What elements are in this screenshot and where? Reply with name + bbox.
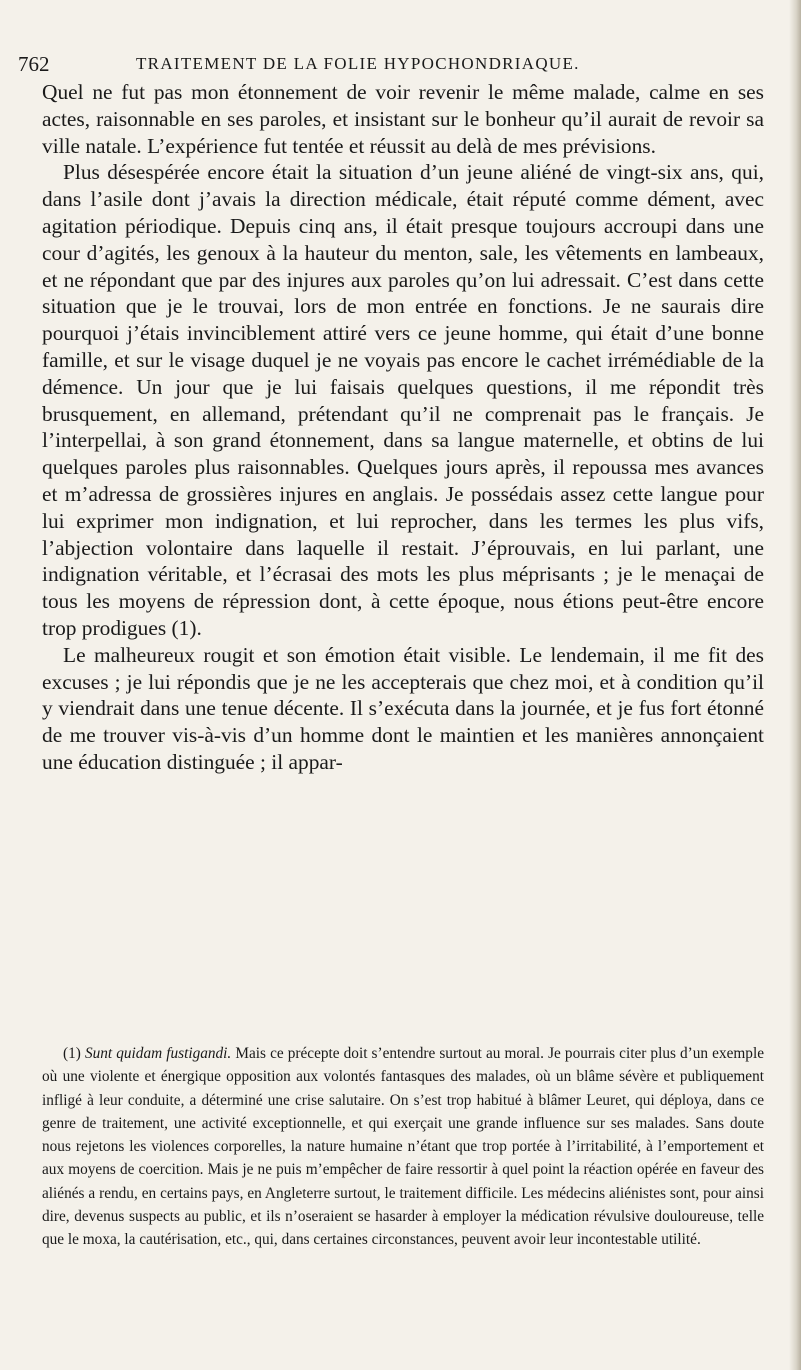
footnote-marker: (1): [63, 1045, 81, 1062]
footnote: [42, 1042, 764, 1252]
footnote-lead: Sunt quidam fustigandi.: [84, 1045, 232, 1062]
footnote-text: Mais ce précepte doit s’entendre surtout au moral. Je pourrais citer plus d’un exemple où une violente et énergique opposition aux volontés fantasques des malades, où un blâme sévère et publiquement infligé à leur conduite, a déterminé une crise salutaire. On s’est trop habitué à blâmer Leuret, qui déploya, dans ce genre de traitement, une activité exceptionnelle, et qui exerçait une grande influence sur ses malades. Sans doute nous rejetons les violences corporelles, la nature humaine n’étant que trop portée à l’irritabilité, à l’emportement et aux moyens de coercition. Mais je ne puis m’empêcher de faire ressortir à quel point la réaction opérée en faveur des aliénés a rendu, en certains pays, en Angleterre surtout, le traitement difficile. Les médecins aliénistes sont, pour ainsi dire, devenus suspects au public, et ils n’oseraient se hasarder à employer la médication révulsive douloureuse, telle que le moxa, la cautérisation, etc., qui, dans certaines circonstances, peuvent avoir leur incontestable utilité.: [42, 1045, 764, 1249]
paragraph: Plus désespérée encore était la situation d’un jeune aliéné de vingt-six ans, qui, dans l’asile dont j’avais la direction médicale, était réputé comme dément, avec agitation périodique. Depuis cinq ans, il était presque toujours accroupi dans une cour d’agités, les genoux à la hauteur du menton, sale, les vêtements en lambeaux, et ne répondant que par des injures aux paroles qu’on lui adressait. C’est dans cette situation que je le trouvai, lors de mon entrée en fonctions. Je ne saurais dire pourquoi j’étais invinciblement attiré vers ce jeune homme, qui était d’une bonne famille, et sur le visage duquel je ne voyais pas encore le cachet irrémédiable de la démence. Un jour que je lui faisais quelques questions, il me répondit très brusquement, en allemand, prétendant qu’il ne comprenait pas le français. Je l’interpellai, à son grand étonnement, dans sa langue maternelle, et obtins de lui quelques paroles plus raisonnables. Quelques jours après, il repoussa mes avances et m’adressa de grossières injures en anglais. Je possédais assez cette langue pour lui exprimer mon indignation, et lui reprocher, dans les termes les plus vifs, l’abjection volontaire dans laquelle il restait. J’éprouvais, en lui parlant, une indignation véritable, et l’écrasai des mots les plus méprisants ; je le menaçai de tous les moyens de répression dont, à cette époque, nous étions peut-être encore trop prodigues (1).: [42, 160, 764, 640]
paragraph: Quel ne fut pas mon étonnement de voir revenir le même malade, calme en ses actes, raisonnable en ses paroles, et insistant sur le bonheur qu’il aurait de revoir sa ville natale. L’expérience fut tentée et réussit au delà de mes prévisions.: [42, 80, 764, 158]
main-text: [42, 79, 764, 776]
footnote-paragraph: [42, 1042, 764, 1252]
running-title: TRAITEMENT DE LA FOLIE HYPOCHONDRIAQUE.: [136, 54, 580, 73]
paragraph: Le malheureux rougit et son émotion était visible. Le lendemain, il me fit des excuses ; je lui répondis que je ne les accepterais que chez moi, et à condition qu’il y viendrait dans une tenue décente. Il s’exécuta dans la journée, et je fus fort étonné de me trouver vis-à-vis d’un homme dont le maintien et les manières annonçaient une éducation distinguée ; il appar-: [42, 642, 764, 774]
page-edge-shadow: [789, 0, 801, 1370]
page-number: 762: [18, 52, 50, 76]
page-header: [18, 52, 778, 76]
